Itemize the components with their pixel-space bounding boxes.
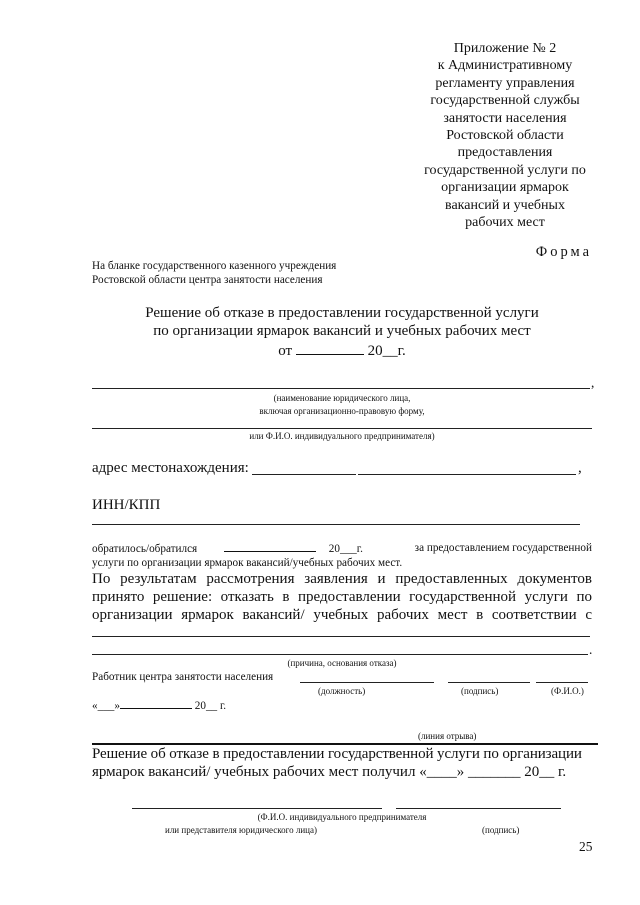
appendix-line: предоставления <box>457 145 553 161</box>
signature-caption: (подпись) <box>461 686 499 696</box>
appendix-line: к Административному <box>437 58 573 74</box>
entity-caption: (наименование юридического лица, <box>273 393 411 403</box>
inn-label: ИНН/КПП <box>92 497 161 513</box>
form-label: Форма <box>535 244 592 260</box>
address-field-1[interactable] <box>252 474 356 475</box>
employee-date-year: 20__ г. <box>194 700 227 712</box>
name-caption: (Ф.И.О.) <box>551 686 584 696</box>
entity-comma: , <box>591 375 595 390</box>
employee-signature-field[interactable] <box>448 682 530 683</box>
applied-line2: услуги по организации ярмарок вакансий/учебных рабочих мест. <box>92 557 403 569</box>
appendix-line: занятости населения <box>443 110 567 126</box>
employee-position-field[interactable] <box>300 682 434 683</box>
appendix-line: рабочих мест <box>465 215 545 231</box>
letterhead-line: Ростовской области центра занятости населения <box>92 274 323 286</box>
applied-line1 <box>92 541 592 556</box>
decision-line: принято решение: отказать в предоставлении государственной услуги по <box>92 589 592 605</box>
entity-caption: или Ф.И.О. индивидуального предпринимателя) <box>249 431 435 441</box>
employee-label: Работник центра занятости населения <box>92 671 274 683</box>
receiver-signature-caption: (подпись) <box>482 825 520 835</box>
appendix-line: Ростовской области <box>446 128 564 144</box>
receipt-line1: Решение об отказе в предоставлении государственной услуги по организации <box>92 746 582 762</box>
receipt-text: ярмарок вакансий/ учебных рабочих мест получил <box>92 764 416 780</box>
appendix-line: вакансий и учебных <box>445 197 565 213</box>
receipt-line2 <box>92 764 566 781</box>
document-title-line2: по организации ярмарок вакансий и учебных рабочих мест <box>153 323 531 339</box>
decision-period: . <box>589 642 593 657</box>
letterhead-line: На бланке государственного казенного учреждения <box>92 260 337 272</box>
employee-date-month-field[interactable] <box>120 698 192 709</box>
employee-date-day: «___» <box>92 700 120 712</box>
date-field[interactable] <box>296 341 364 355</box>
address-field-2[interactable] <box>358 474 576 475</box>
decision-reason-line-1[interactable] <box>92 636 590 637</box>
decision-reason-line-2[interactable] <box>92 654 588 655</box>
applied-year: 20___г. <box>328 543 363 555</box>
decision-line: По результатам рассмотрения заявления и предоставленных документов <box>92 571 592 587</box>
date-prefix: от <box>278 343 293 359</box>
applied-end: за предоставлением государственной <box>414 542 592 554</box>
address-comma: , <box>578 460 582 476</box>
receiver-name-field[interactable] <box>132 808 382 809</box>
page-number: 25 <box>579 839 593 854</box>
appendix-line: государственной службы <box>430 93 580 109</box>
decision-line: организации ярмарок вакансий/ учебных рабочих мест в соответствии с <box>92 607 592 623</box>
appendix-line: регламенту управления <box>435 75 575 91</box>
receiver-name-caption: или представителя юридического лица) <box>165 825 317 835</box>
applied-date-field[interactable] <box>224 541 316 552</box>
employee-name-field[interactable] <box>536 682 588 683</box>
appendix-line: государственной услуги по <box>424 162 586 178</box>
date-year: 20__г. <box>367 343 406 359</box>
entity-caption: включая организационно-правовую форму, <box>259 406 425 416</box>
appendix-line: организации ярмарок <box>441 180 569 196</box>
receiver-signature-field[interactable] <box>396 808 561 809</box>
employee-date <box>92 698 226 713</box>
inn-field[interactable] <box>92 524 580 525</box>
document-date <box>92 341 592 360</box>
applied-start: обратилось/обратился <box>92 543 198 555</box>
entity-type-line[interactable] <box>92 428 592 429</box>
entity-name-line[interactable] <box>92 388 590 389</box>
document-title-line1: Решение об отказе в предоставлении государственной услуги <box>145 305 539 321</box>
receiver-name-caption: (Ф.И.О. индивидуального предпринимателя <box>257 812 427 822</box>
position-caption: (должность) <box>318 686 366 696</box>
receipt-date[interactable]: «____» _______ 20__ г. <box>419 764 567 780</box>
tear-line <box>92 743 598 745</box>
appendix-block <box>405 40 605 231</box>
address-label: адрес местонахождения: <box>92 460 249 476</box>
reason-caption: (причина, основания отказа) <box>287 658 397 668</box>
tear-line-caption: (линия отрыва) <box>418 731 477 741</box>
appendix-line: Приложение № 2 <box>453 41 557 56</box>
